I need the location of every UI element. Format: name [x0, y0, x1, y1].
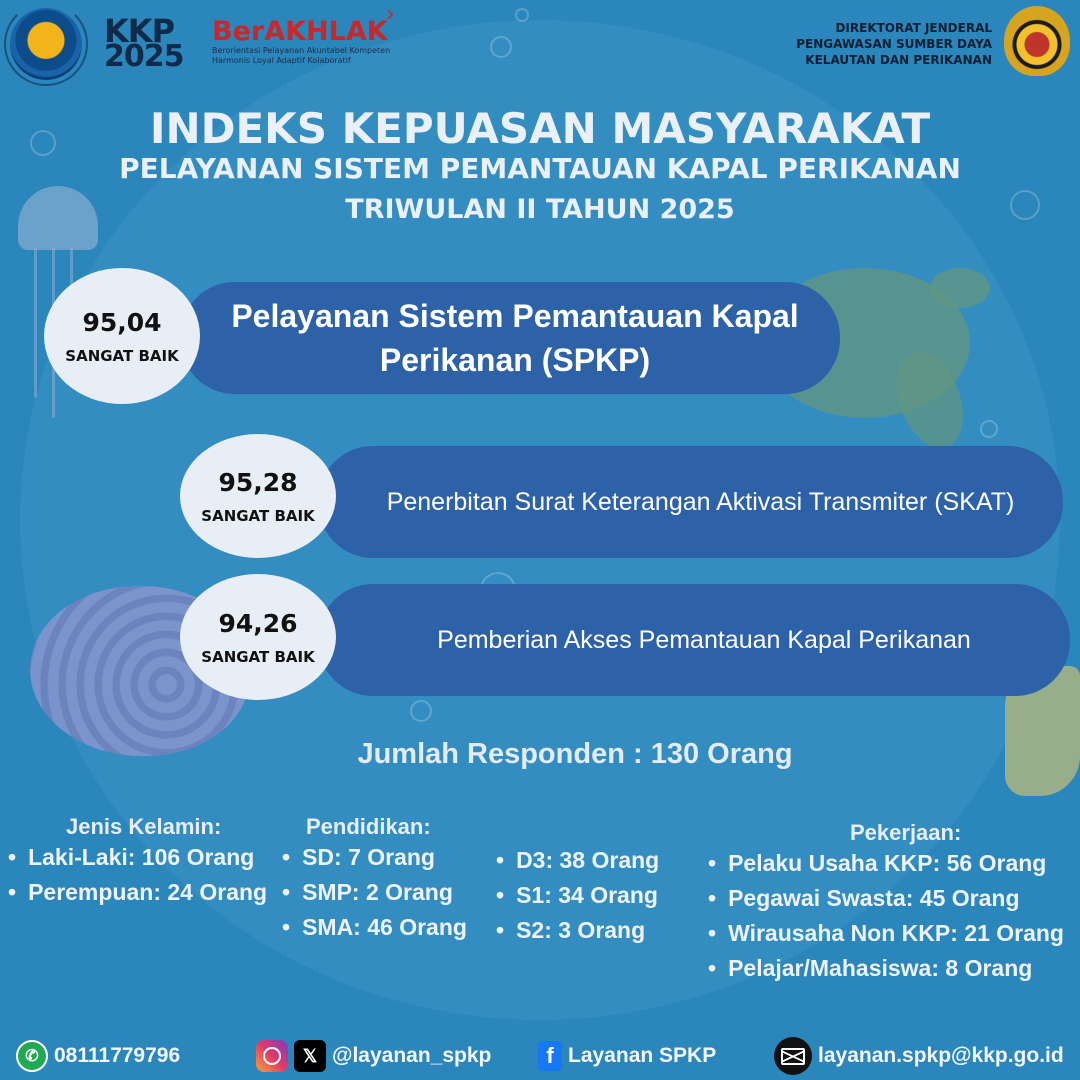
list-item: • SMP: 2 Orang [282, 879, 467, 914]
list-item: • Pelaku Usaha KKP: 56 Orang [708, 850, 1064, 885]
directorate-emblem [1004, 6, 1070, 76]
kkp-ministry-logo [10, 8, 82, 80]
berakhlak-tagline: Berorientasi Pelayanan Akuntabel Kompeten Harmonis Loyal Adaptif Kolaboratif [212, 46, 391, 65]
gender-list [8, 844, 267, 914]
instagram-icon [256, 1040, 288, 1072]
list-item: • Perempuan: 24 Orang [8, 879, 267, 914]
score-rating: SANGAT BAIK [201, 506, 315, 525]
education-heading: Pendidikan: [306, 814, 431, 839]
list-item: • D3: 38 Orang [496, 847, 659, 882]
whatsapp-icon: ✆ [16, 1040, 48, 1072]
bubble-decoration [980, 420, 998, 438]
kkp-2025-logo [104, 12, 184, 74]
list-item: • Laki-Laki: 106 Orang [8, 844, 267, 879]
bubble-decoration [515, 8, 529, 22]
brand-kkp-text: KKP [104, 12, 175, 50]
score-circle-spkp [44, 268, 200, 404]
score-rating: SANGAT BAIK [65, 346, 179, 365]
x-twitter-icon: 𝕏 [294, 1040, 326, 1072]
score-circle-skat [180, 434, 336, 558]
footer-email[interactable] [774, 1036, 1064, 1076]
brand-year-text: 2025 [104, 39, 184, 74]
directorate-name: DIREKTORAT JENDERAL PENGAWASAN SUMBER DAYA KELAUTAN DAN PERIKANAN [796, 21, 992, 67]
jellyfish-tentacle [34, 248, 37, 398]
email-address: layanan.spkp@kkp.go.id [818, 1044, 1064, 1067]
page-title: INDEKS KEPUASAN MASYARAKAT [149, 104, 931, 153]
list-item: • S2: 3 Orang [496, 917, 659, 952]
chevron-right-icon: › [386, 2, 395, 27]
score-value: 94,26 [218, 608, 298, 638]
list-item: • SD: 7 Orang [282, 844, 467, 879]
service-pill-akses: Pemberian Akses Pemantauan Kapal Perikanan [318, 584, 1070, 696]
whatsapp-number: 08111779796 [54, 1044, 181, 1067]
page-subtitle: PELAYANAN SISTEM PEMANTAUAN KAPAL PERIKANAN [119, 152, 961, 185]
berakhlak-logo: BerAKHLAK [212, 16, 388, 47]
occupation-heading: Pekerjaan: [850, 820, 962, 845]
turtle-head [930, 268, 990, 308]
facebook-page: Layanan SPKP [568, 1044, 717, 1067]
score-rating: SANGAT BAIK [201, 647, 315, 666]
mail-icon [774, 1037, 812, 1075]
bubble-decoration [490, 36, 512, 58]
respondent-count: Jumlah Responden : 130 Orang [357, 738, 793, 770]
list-item: • SMA: 46 Orang [282, 914, 467, 949]
facebook-icon: f [538, 1041, 562, 1071]
service-pill-skat: Penerbitan Surat Keterangan Aktivasi Transmiter (SKAT) [318, 446, 1063, 558]
service-pill-spkp: Pelayanan Sistem Pemantauan Kapal Perikanan (SPKP) [180, 282, 840, 394]
footer-social[interactable] [256, 1036, 491, 1076]
bubble-decoration [410, 700, 432, 722]
score-value: 95,28 [218, 467, 298, 497]
social-handle: @layanan_spkp [332, 1044, 492, 1067]
period-label: TRIWULAN II TAHUN 2025 [345, 194, 735, 225]
education-list-2 [496, 847, 659, 952]
gender-heading: Jenis Kelamin: [66, 814, 222, 839]
occupation-list [708, 850, 1064, 990]
footer-facebook[interactable] [538, 1036, 716, 1076]
list-item: • Pelajar/Mahasiswa: 8 Orang [708, 955, 1064, 990]
footer-whatsapp[interactable] [16, 1036, 180, 1076]
education-list-1 [282, 844, 467, 949]
list-item: • Pegawai Swasta: 45 Orang [708, 885, 1064, 920]
score-circle-akses [180, 574, 336, 700]
score-value: 95,04 [82, 307, 162, 337]
list-item: • S1: 34 Orang [496, 882, 659, 917]
list-item: • Wirausaha Non KKP: 21 Orang [708, 920, 1064, 955]
